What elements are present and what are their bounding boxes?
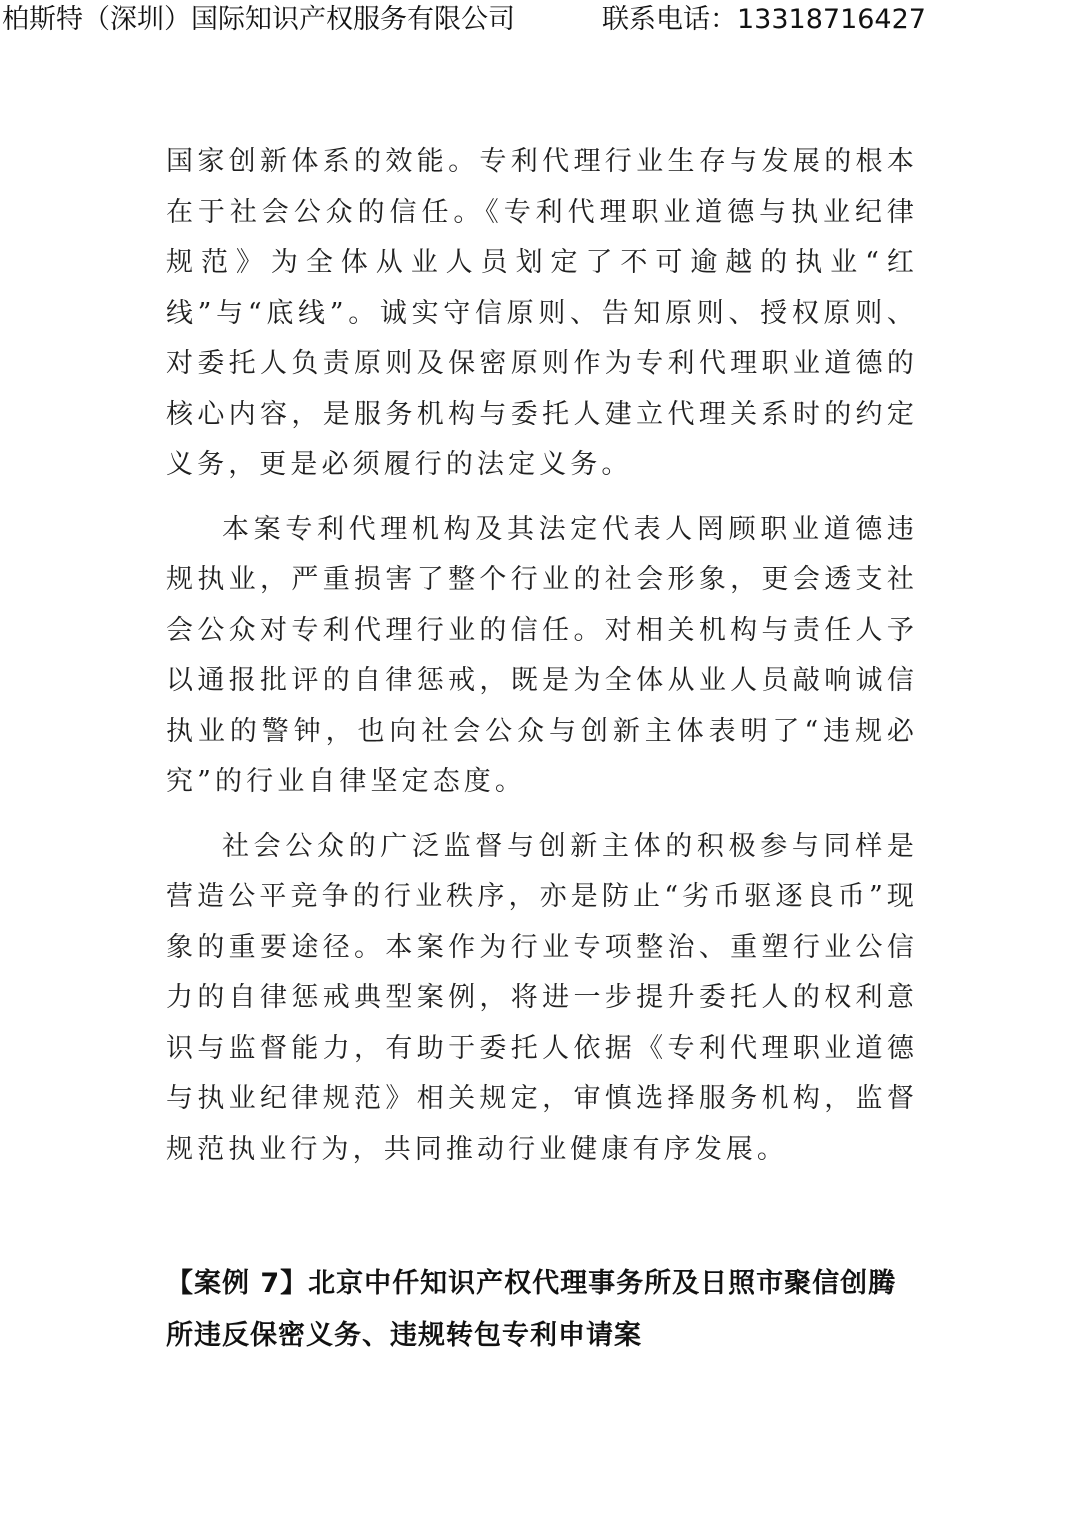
case-heading: 【案例 7】北京中仟知识产权代理事务所及日照市聚信创腾所违反保密义务、违规转包专利申请案 xyxy=(166,1268,897,1351)
company-name: 柏斯特（深圳）国际知识产权服务有限公司 xyxy=(2,4,515,35)
paragraph-public-supervision: 社会公众的广泛监督与创新主体的积极参与同样是营造公平竞争的行业秩序，亦是防止“劣币驱逐良币”现象的重要途径。本案作为行业专项整治、重塑行业公信力的自律惩戒典型案例，将进一步提升委托人的权利意识与监督能力，有助于委托人依据《专利代理职业道德与执业纪律规范》相关规定，审慎选择服务机构，监督规范执业行为，共同推动行业健康有序发展。 xyxy=(166,830,918,1165)
page-header xyxy=(0,0,1080,44)
contact-info xyxy=(602,0,926,40)
paragraph-case-commentary: 本案专利代理机构及其法定代表人罔顾职业道德违规执业，严重损害了整个行业的社会形象，更会透支社会公众对专利代理行业的信任。对相关机构与责任人予以通报批评的自律惩戒，既是为全体从业人员敲响诚信执业的警钟，也向社会公众与创新主体表明了“违规必究”的行业自律坚定态度。 xyxy=(166,513,918,797)
paragraph-continuation: 国家创新体系的效能。专利代理行业生存与发展的根本在于社会公众的信任。《专利代理职业道德与执业纪律规范》为全体从业人员划定了不可逾越的执业“红线”与“底线”。诚实守信原则、告知原则、授权原则、对委托人负责原则及保密原则作为专利代理职业道德的核心内容，是服务机构与委托人建立代理关系时的约定义务，更是必须履行的法定义务。 xyxy=(166,146,918,480)
contact-label: 联系电话： xyxy=(602,4,737,35)
document-body xyxy=(166,137,918,1175)
phone-number: 13318716427 xyxy=(737,4,926,35)
